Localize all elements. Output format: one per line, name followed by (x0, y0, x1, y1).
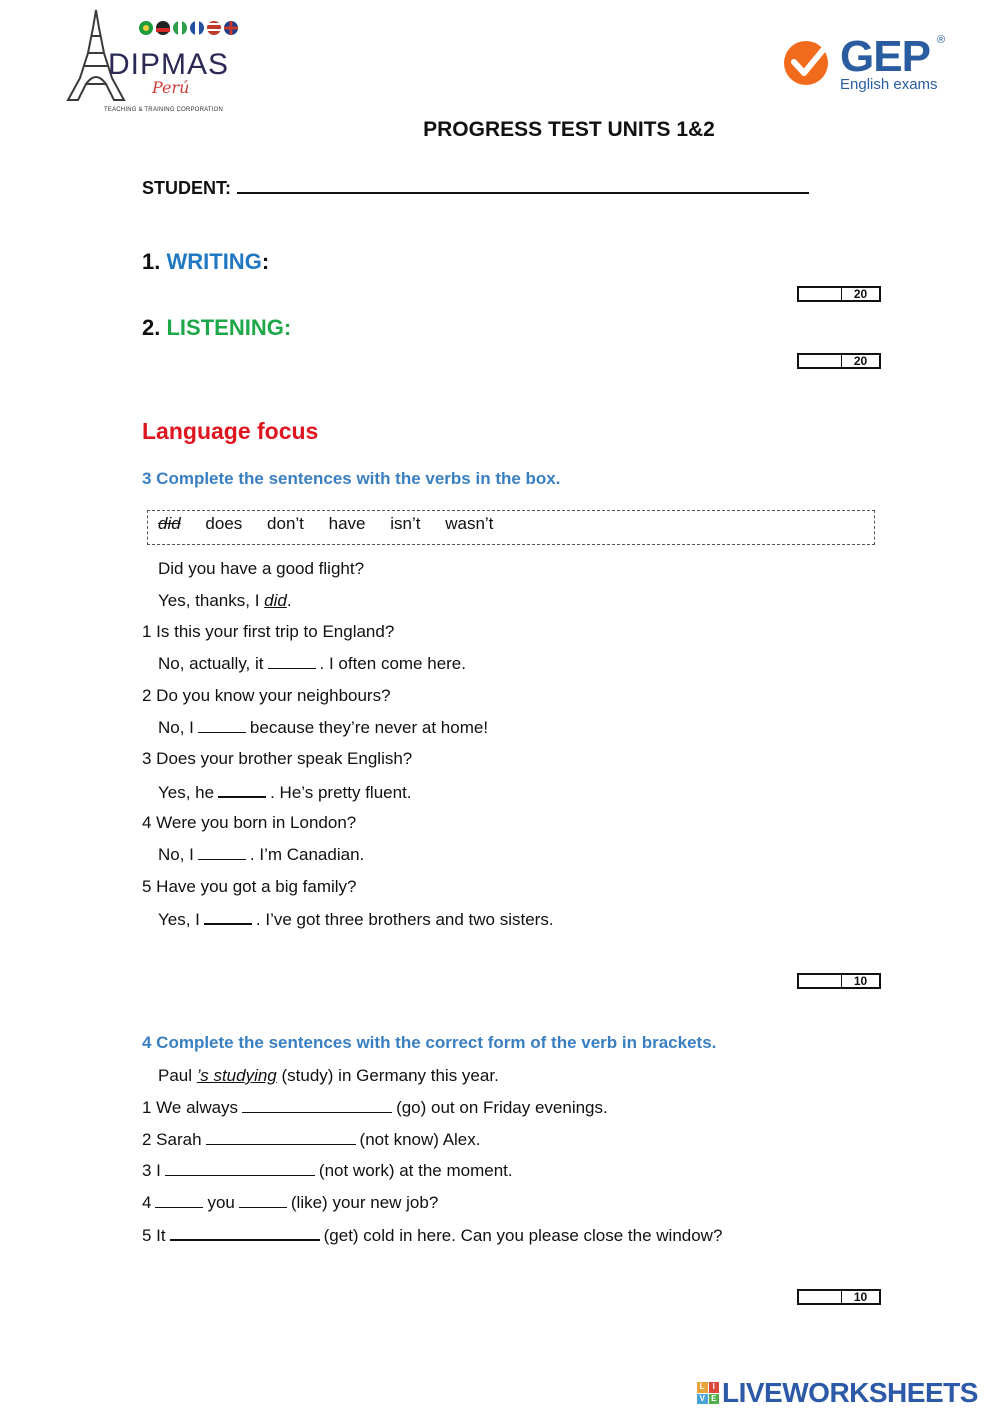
item-suffix: (go) out on Friday evenings. (396, 1098, 608, 1117)
answer-prefix: No, I (158, 845, 194, 864)
score-max: 20 (853, 354, 868, 368)
example-question: Did you have a good flight? (158, 559, 365, 578)
answer-line-3 (158, 782, 412, 803)
liveworksheets-icon (697, 1382, 719, 1404)
answer-blank[interactable] (206, 1130, 356, 1145)
item-prefix: 3 I (142, 1161, 161, 1180)
question-3: 3 Does your brother speak English? (142, 749, 413, 768)
score-input-cell[interactable] (799, 288, 842, 300)
answer-prefix: Yes, he (158, 783, 215, 802)
item-suffix: (not work) at the moment. (318, 1161, 513, 1180)
example-answer (158, 591, 292, 611)
score-box-writing (797, 286, 881, 302)
item-suffix: (not know) Alex. (359, 1130, 481, 1149)
section-listening-heading (142, 315, 291, 341)
student-label: STUDENT: (142, 178, 231, 198)
word-box-item: did (158, 514, 181, 533)
icon-letter: I (709, 1382, 720, 1393)
dipmas-logo (66, 8, 256, 118)
answer-blank[interactable] (198, 845, 246, 860)
section-number: 1. (142, 249, 161, 274)
answer-prefix: Yes, I (158, 910, 200, 929)
answer-line-5 (158, 909, 554, 930)
liveworksheets-footer (697, 1376, 978, 1410)
example-prefix: Paul (158, 1066, 197, 1085)
section-label: WRITING (166, 249, 262, 274)
answer-suffix: . He’s pretty fluent. (270, 783, 412, 802)
answer-suffix: because they’re never at home! (249, 718, 489, 737)
score-input-cell[interactable] (799, 1291, 842, 1303)
language-focus-heading: Language focus (142, 418, 319, 444)
question-5: 5 Have you got a big family? (142, 877, 357, 896)
icon-letter: E (709, 1394, 720, 1405)
ex4-item-2 (142, 1130, 481, 1150)
section-label: LISTENING: (166, 315, 292, 340)
item-prefix: 4 (142, 1193, 152, 1212)
word-box (147, 510, 875, 545)
item-suffix: (like) your new job? (290, 1193, 439, 1212)
answer-prefix: No, I (158, 718, 194, 737)
answer-blank[interactable] (170, 1225, 320, 1241)
answer-suffix: . I’m Canadian. (249, 845, 365, 864)
score-max: 10 (853, 974, 868, 988)
ex4-item-4 (142, 1193, 438, 1213)
word-box-item: don’t (267, 514, 304, 533)
question-4: 4 Were you born in London? (142, 813, 357, 832)
answer-blank[interactable] (268, 654, 316, 669)
dipmas-peru-wordmark: Perú (152, 78, 190, 97)
answer-line-1 (158, 654, 466, 674)
liveworksheets-wordmark: LIVEWORKSHEETS (722, 1377, 978, 1408)
answer-blank[interactable] (155, 1193, 203, 1208)
dipmas-wordmark: DIPMAS (108, 48, 230, 81)
answer-line-4 (158, 845, 364, 865)
exercise4-example (158, 1066, 499, 1086)
example-answer-word: did (264, 591, 287, 610)
language-flags-icon (138, 20, 248, 36)
question-2: 2 Do you know your neighbours? (142, 686, 391, 705)
answer-prefix: Yes, thanks, I (158, 591, 265, 610)
dipmas-tagline: TEACHING & TRAINING CORPORATION (104, 107, 223, 113)
score-input-cell[interactable] (799, 975, 842, 987)
item-prefix: 1 We always (142, 1098, 239, 1117)
answer-prefix: No, actually, it (158, 654, 264, 673)
word-box-item: isn’t (390, 514, 421, 533)
score-box-exercise4 (797, 1289, 881, 1305)
score-max: 20 (853, 287, 868, 301)
ex4-item-3 (142, 1161, 513, 1181)
icon-letter: L (697, 1382, 708, 1393)
gep-logo (780, 30, 955, 100)
answer-blank[interactable] (239, 1193, 287, 1208)
score-input-cell[interactable] (799, 355, 842, 367)
gep-subtitle: English exams (840, 76, 938, 93)
word-box-item: have (328, 514, 366, 533)
ex4-item-1 (142, 1098, 608, 1118)
score-max: 10 (853, 1290, 868, 1304)
answer-suffix: . I often come here. (319, 654, 466, 673)
exercise3-title: 3 Complete the sentences with the verbs in the box. (142, 469, 561, 488)
exercise4-title: 4 Complete the sentences with the correct form of the verb in brackets. (142, 1033, 717, 1052)
question-1: 1 Is this your first trip to England? (142, 622, 395, 641)
item-prefix: 5 It (142, 1226, 166, 1245)
section-suffix: : (261, 249, 270, 274)
answer-blank[interactable] (198, 718, 246, 733)
checkmark-circle-icon (782, 36, 834, 88)
word-box-item: wasn’t (445, 514, 494, 533)
gep-registered-mark: ® (937, 34, 946, 46)
gep-wordmark: GEP (840, 32, 930, 81)
item-prefix: 2 Sarah (142, 1130, 202, 1149)
item-suffix: (get) cold in here. Can you please close the window? (323, 1226, 723, 1245)
answer-blank[interactable] (165, 1161, 315, 1176)
example-answer-word: ’s studying (196, 1066, 277, 1085)
student-name-field[interactable] (237, 178, 809, 194)
answer-blank[interactable] (218, 782, 266, 798)
score-box-listening (797, 353, 881, 369)
item-middle: you (207, 1193, 235, 1212)
word-box-item: does (205, 514, 243, 533)
answer-suffix: . I’ve got three brothers and two sisters. (255, 910, 554, 929)
ex4-item-5 (142, 1225, 722, 1246)
answer-line-2 (158, 718, 488, 738)
page-title: PROGRESS TEST UNITS 1&2 (423, 118, 715, 141)
answer-blank[interactable] (204, 909, 252, 925)
section-writing-heading (142, 249, 269, 275)
section-number: 2. (142, 315, 161, 340)
score-box-exercise3 (797, 973, 881, 989)
answer-suffix: . (286, 591, 292, 610)
example-suffix: (study) in Germany this year. (276, 1066, 499, 1085)
icon-letter: V (697, 1394, 708, 1405)
answer-blank[interactable] (242, 1098, 392, 1113)
student-name-row (142, 178, 809, 199)
